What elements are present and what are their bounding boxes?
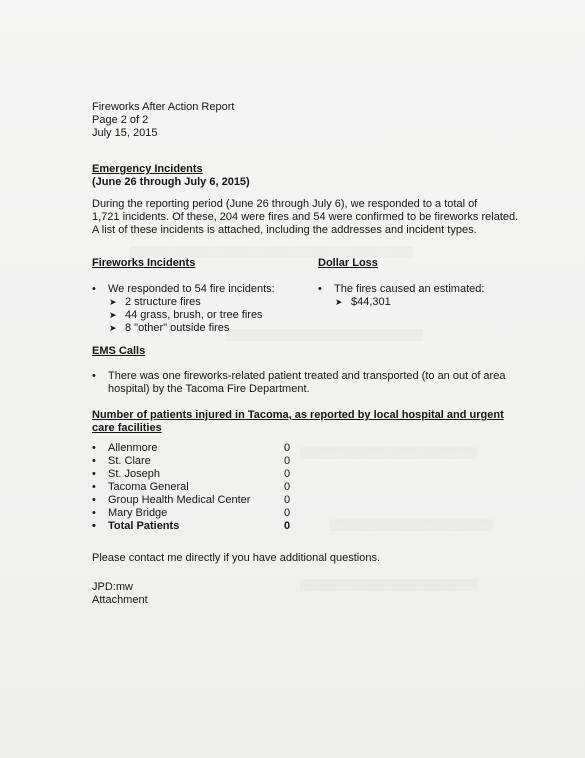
fireworks-subitem: ➤ 2 structure fires — [125, 296, 201, 309]
fireworks-bullet: • We responded to 54 fire incidents: — [108, 283, 275, 296]
report-date: July 15, 2015 — [92, 127, 158, 139]
page-number: Page 2 of 2 — [92, 114, 149, 126]
bleed-through-text: ▒▒▒▒▒▒▒▒▒▒▒▒▒▒▒▒▒▒▒▒▒▒▒▒▒ — [300, 448, 478, 459]
facility-name: • Allenmore — [108, 442, 158, 455]
attachment-note: Attachment — [92, 594, 148, 606]
paragraph-line: During the reporting period (June 26 through July 6), we responded to a total of — [92, 198, 478, 210]
section-heading-fireworks: Fireworks Incidents — [92, 257, 196, 269]
facility-count: 0 — [284, 481, 291, 493]
facility-name: • St. Clare — [108, 455, 151, 468]
ems-line: • There was one fireworks-related patient treated and transported (to an out of area — [108, 370, 505, 383]
contact-line: Please contact me directly if you have additional questions. — [92, 552, 380, 564]
section-heading-emergency: Emergency Incidents — [92, 163, 203, 175]
report-title: Fireworks After Action Report — [92, 101, 235, 113]
dollar-amount: ➤ $44,301 — [351, 296, 391, 309]
facility-name: • Mary Bridge — [108, 507, 167, 520]
facility-count: 0 — [284, 468, 291, 480]
section-heading-patients: Number of patients injured in Tacoma, as reported by local hospital and urgent — [92, 409, 504, 421]
facility-name: • St. Joseph — [108, 468, 160, 481]
facility-count: 0 — [284, 494, 291, 506]
ems-line: hospital) by the Tacoma Fire Department. — [108, 383, 310, 395]
bleed-through-text: ▒▒▒▒▒▒▒▒▒▒▒▒▒▒▒▒▒▒▒▒▒▒▒ — [330, 520, 493, 531]
section-heading-dollar-loss: Dollar Loss — [318, 257, 378, 269]
paragraph-line: A list of these incidents is attached, including the addresses and incident types. — [92, 224, 477, 236]
bleed-through-text: ▒▒▒▒▒▒▒▒▒▒▒▒▒▒▒▒▒▒▒▒▒▒▒▒▒ — [300, 580, 478, 591]
paragraph-line: 1,721 incidents. Of these, 204 were fires and 54 were confirmed to be fireworks related. — [92, 211, 519, 223]
total-patients-count: 0 — [284, 520, 291, 532]
section-heading-ems: EMS Calls — [92, 345, 146, 357]
fireworks-subitem: ➤ 44 grass, brush, or tree fires — [125, 309, 263, 322]
facility-name: • Group Health Medical Center — [108, 494, 250, 507]
facility-count: 0 — [284, 507, 291, 519]
fireworks-subitem: ➤ 8 "other" outside fires — [125, 322, 229, 335]
facility-count: 0 — [284, 455, 291, 467]
facility-name: • Tacoma General — [108, 481, 189, 494]
initials: JPD:mw — [92, 581, 133, 593]
facility-count: 0 — [284, 442, 291, 454]
section-heading-patients-cont: care facilities — [92, 422, 162, 434]
dollar-bullet: • The fires caused an estimated: — [334, 283, 484, 296]
section-subheading-dates: (June 26 through July 6, 2015) — [92, 176, 250, 188]
bleed-through-text: ▒▒▒▒▒▒▒▒▒▒▒▒▒▒▒▒▒▒▒▒▒▒▒▒▒▒▒▒▒▒▒▒▒▒▒▒▒▒▒▒ — [130, 247, 414, 258]
total-patients-label: • Total Patients — [108, 520, 179, 533]
bleed-through-text: ▒▒▒▒▒▒▒▒▒▒▒▒▒▒▒▒▒▒▒▒▒▒▒▒▒▒▒▒ — [225, 330, 424, 341]
